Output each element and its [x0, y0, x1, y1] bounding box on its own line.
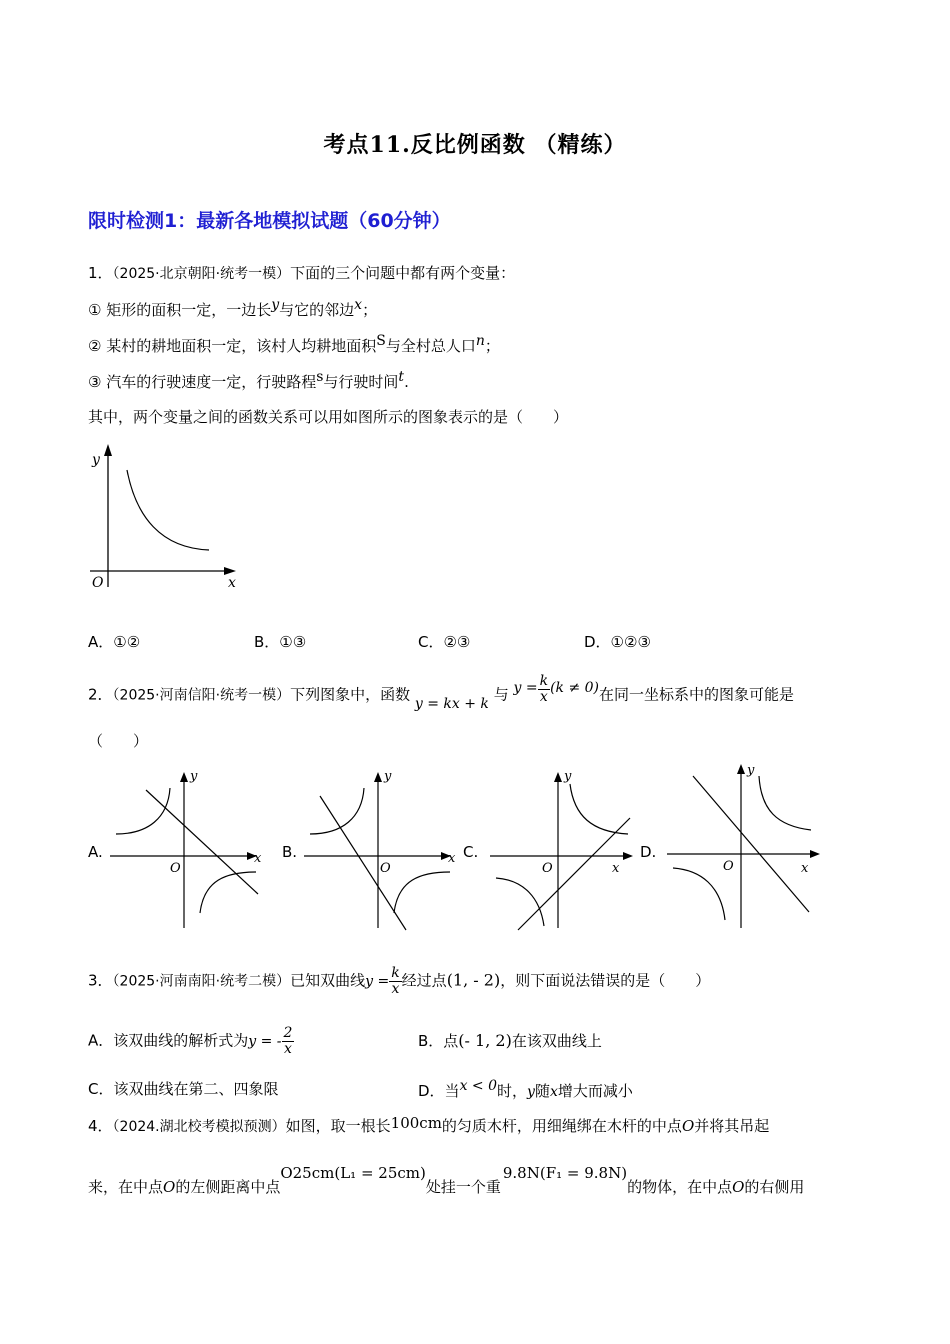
- q3-point: (1, - 2): [446, 970, 501, 990]
- frac-numerator: k: [391, 965, 400, 981]
- q3-stem-point: 经过点: [401, 971, 447, 990]
- q4-stem-line-2: [88, 1164, 805, 1197]
- q3-option-a[interactable]: [88, 1026, 294, 1056]
- y-arrow: [104, 444, 112, 456]
- q4-number: 4．: [88, 1117, 113, 1135]
- q1-item-1-text: ① 矩形的面积一定，一边长: [88, 301, 272, 319]
- q1-question: 其中，两个变量之间的函数关系可以用如图所示的图象表示的是（ ）: [88, 408, 569, 426]
- q4-line2-text-c: 处挂一个重: [425, 1178, 501, 1196]
- q3-option-b[interactable]: [418, 1030, 602, 1051]
- q2-graph-d[interactable]: [665, 760, 825, 932]
- q3-option-a-text: A．该双曲线的解析式为: [88, 1031, 249, 1050]
- q1-item-2: [88, 333, 500, 356]
- axis-label-y: y: [190, 769, 198, 784]
- var-y: y: [527, 1084, 535, 1100]
- q2-source: （2025·河南信阳·统考一模）: [112, 687, 291, 704]
- q4-line2-text-b: 的左侧距离中点: [175, 1178, 281, 1196]
- q3-option-b-text: B．点: [418, 1032, 459, 1050]
- axis-label-y: y: [92, 452, 100, 468]
- q2-condition: (k ≠ 0): [550, 679, 600, 696]
- point-o: O: [732, 1178, 745, 1196]
- q3-option-d[interactable]: [418, 1078, 633, 1101]
- q1-option-c[interactable]: C．②③: [418, 633, 471, 651]
- origin-label: O: [170, 861, 181, 876]
- q1-item-3: [88, 369, 409, 392]
- q4-line2-text-d: 的物体，在中点: [627, 1178, 733, 1196]
- q3-number: 3．: [88, 971, 113, 990]
- q3-stem: [88, 966, 710, 996]
- var-s-upper: S: [376, 333, 386, 349]
- q3-option-d-tail: 增大而减小: [557, 1082, 633, 1100]
- hyperbola-branch-3: [673, 868, 725, 920]
- q2-formula-lhs: y =: [513, 679, 538, 696]
- section-heading: 限时检测1：最新各地模拟试题（60分钟）: [88, 210, 451, 232]
- q2-graph-a[interactable]: [108, 768, 268, 933]
- q4-weight: 9.8N(F₁ = 9.8N): [502, 1164, 628, 1182]
- q3-stem-text: 已知双曲线: [290, 971, 366, 990]
- q4-distance: O25cm(L₁ = 25cm): [280, 1164, 426, 1182]
- hyperbola-branch-2: [310, 788, 364, 834]
- var-s: s: [316, 369, 324, 385]
- hyperbola-branch-1: [759, 776, 811, 830]
- q1-stem-text: 下面的三个问题中都有两个变量：: [290, 264, 516, 282]
- q3-option-a-fraction: [282, 1026, 295, 1056]
- q2-option-a-label[interactable]: A.: [88, 843, 103, 861]
- q4-stem-line-1: [88, 1115, 769, 1136]
- q3-option-b-tail: 在该双曲线上: [511, 1032, 602, 1050]
- q1-option-d[interactable]: D．①②③: [584, 633, 651, 651]
- y-arrow: [374, 772, 382, 782]
- x-arrow: [810, 850, 820, 858]
- var-x: x: [549, 1084, 558, 1100]
- origin-label: O: [380, 861, 391, 876]
- q2-graph-c[interactable]: [488, 768, 648, 933]
- q4-stem-text: 如图，取一根长: [285, 1117, 391, 1135]
- q1-item-2-end: ；: [484, 337, 500, 355]
- q2-blank: （ ）: [88, 732, 149, 750]
- q3-formula-lhs: y =: [365, 973, 390, 990]
- origin-label: O: [542, 861, 553, 876]
- q2-number: 2．: [88, 685, 113, 704]
- q3-option-d-when: 时，: [497, 1082, 528, 1100]
- q1-source: （2025·北京朝阳·统考一模）: [112, 266, 291, 282]
- frac-numerator: 2: [283, 1025, 293, 1041]
- line-graph: [146, 790, 258, 894]
- q3-option-d-condition: x < 0: [459, 1078, 497, 1094]
- q3-option-a-lhs: y = -: [248, 1033, 282, 1050]
- frac-denominator: x: [391, 980, 400, 997]
- q3-option-c[interactable]: C．该双曲线在第二、四象限: [88, 1080, 279, 1098]
- q1-number: 1．: [88, 264, 113, 282]
- hyperbola-branch-3: [496, 878, 544, 926]
- q3-option-b-point: (- 1, 2): [458, 1031, 512, 1050]
- q1-item-2-text-b: 与全村总人口: [385, 337, 476, 355]
- axis-label-x: x: [448, 851, 456, 866]
- q3-option-d-text: D．当: [418, 1082, 460, 1100]
- q4-source: （2024.湖北校考模拟预测）: [112, 1119, 286, 1135]
- hyperbola-branch-1: [570, 784, 628, 834]
- q2-linear-formula: y = kx + k: [414, 695, 489, 712]
- axis-label-x: x: [612, 861, 620, 876]
- line-graph: [320, 796, 406, 930]
- q2-fraction: [538, 674, 550, 704]
- axis-label-y: y: [747, 763, 755, 778]
- q1-item-1-end: ；: [362, 301, 378, 319]
- q1-item-3-text: ③ 汽车的行驶速度一定，行驶路程: [88, 373, 317, 391]
- x-arrow: [623, 852, 633, 860]
- q4-stem-text-b: 的匀质木杆，用细绳绑在木杆的中点: [441, 1117, 682, 1135]
- q1-option-a[interactable]: A．①②: [88, 633, 141, 651]
- q2-option-d-label[interactable]: D.: [640, 843, 657, 861]
- frac-numerator: k: [539, 673, 549, 689]
- origin-label: O: [92, 575, 104, 591]
- q3-option-d-with: 随: [534, 1082, 550, 1100]
- q1-option-b[interactable]: B．①③: [254, 633, 307, 651]
- axis-label-x: x: [801, 861, 809, 876]
- axis-label-x: x: [228, 575, 236, 591]
- point-o: O: [163, 1178, 176, 1196]
- axis-label-y: y: [564, 769, 572, 784]
- q1-item-2-text: ② 某村的耕地面积一定，该村人均耕地面积: [88, 337, 377, 355]
- y-arrow: [180, 772, 188, 782]
- q1-graph: [86, 442, 246, 592]
- x-arrow: [224, 567, 236, 575]
- q4-stem-text-c: 并将其吊起: [694, 1117, 770, 1135]
- y-arrow: [737, 764, 745, 774]
- hyperbola-branch-4: [200, 872, 256, 913]
- q1-item-3-end: .: [404, 373, 409, 391]
- hyperbola-branch-2: [116, 788, 170, 834]
- hyperbola-branch-4: [394, 872, 450, 913]
- axis-label-x: x: [254, 851, 262, 866]
- q4-line2-text: 来，在中点: [88, 1178, 164, 1196]
- q2-option-c-label[interactable]: C.: [463, 843, 479, 861]
- y-arrow: [554, 772, 562, 782]
- q4-line2-text-e: 的右侧用: [744, 1178, 805, 1196]
- q3-source: （2025·河南南阳·统考二模）: [112, 973, 291, 990]
- q4-length: 100cm: [390, 1114, 442, 1132]
- var-x: x: [354, 297, 363, 313]
- var-t: t: [398, 369, 405, 385]
- q2-stem-text: 下列图象中，函数: [290, 685, 411, 704]
- origin-label: O: [723, 859, 734, 874]
- var-n: n: [475, 333, 485, 349]
- page-title: 考点11.反比例函数 （精练）: [323, 132, 627, 158]
- axis-label-y: y: [384, 769, 392, 784]
- frac-denominator: x: [284, 1040, 292, 1057]
- q1-item-3-text-b: 与行驶时间: [323, 373, 399, 391]
- q1-item-1-text-b: 与它的邻边: [279, 301, 355, 319]
- hyperbola-curve: [127, 470, 209, 550]
- line-graph: [693, 776, 809, 912]
- q2-option-b-label[interactable]: B.: [282, 843, 298, 861]
- q1-stem: [88, 262, 515, 283]
- q2-stem-tail: 在同一坐标系中的图象可能是: [599, 685, 795, 704]
- q2-stem-and: 与: [493, 685, 509, 704]
- q1-item-1: [88, 297, 377, 320]
- point-o: O: [681, 1117, 695, 1135]
- q3-stem-tail: ，则下面说法错误的是（ ）: [500, 971, 711, 990]
- q2-graph-b[interactable]: [302, 768, 462, 933]
- q2-stem: [88, 673, 795, 712]
- var-y: y: [271, 297, 280, 313]
- q3-fraction: [389, 966, 401, 996]
- frac-denominator: x: [539, 688, 548, 705]
